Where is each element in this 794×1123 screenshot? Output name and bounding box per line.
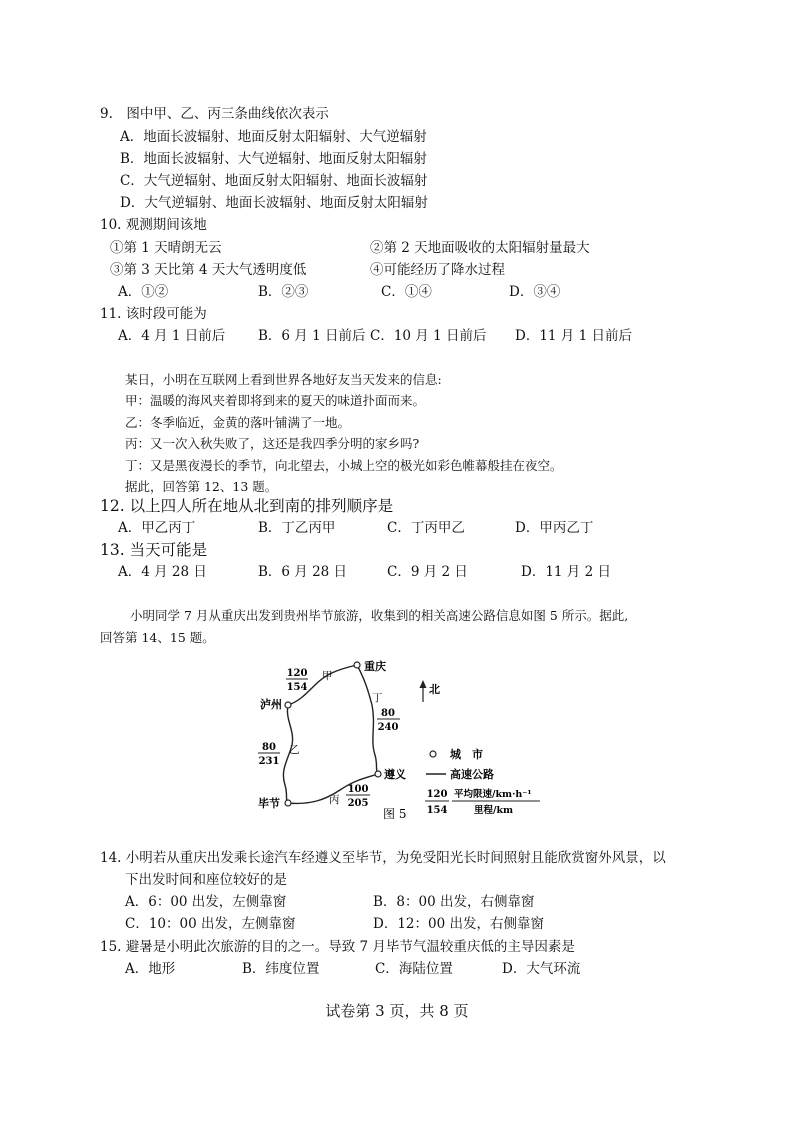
q14-option-c: C．10：00 出发，左侧靠窗 [125, 916, 296, 932]
passage2-line: 小明同学 7 月从重庆出发到贵州毕节旅游，收集到的相关高速公路信息如图 5 所示。据此, [130, 608, 629, 623]
road-ding-distance: 240 [377, 722, 399, 733]
legend-city-icon [430, 751, 436, 757]
q13-stem: 13. 当天可能是 [100, 541, 208, 559]
legend-sample-speed: 120 [426, 789, 448, 800]
q11-option-b: B．6 月 1 日前后 [258, 328, 366, 344]
q11-option-a: A．4 月 1 日前后 [118, 328, 226, 344]
q10-option-d: D．③④ [509, 284, 561, 300]
q9-option-c: C．大气逆辐射、地面反射太阳辐射、地面长波辐射 [120, 173, 428, 189]
q14-option-b: B．8：00 出发，右侧靠窗 [373, 894, 535, 910]
highway-map [240, 650, 580, 835]
road-yi-name: 乙 [289, 744, 300, 756]
q14-stem-continued: 下出发时间和座位较好的是 [125, 872, 287, 888]
q10-option-c: C．①④ [381, 284, 432, 300]
road-bing-speed: 100 [347, 784, 369, 795]
city-label-zunyi: 遵义 [384, 768, 406, 781]
q10-item-2: ②第 2 天地面吸收的太阳辐射量最大 [370, 240, 590, 256]
q10-item-4: ④可能经历了降水过程 [370, 262, 505, 278]
road-jia-speed: 120 [286, 668, 308, 679]
passage1-line: 某日，小明在互联网上看到世界各地好友当天发来的信息: [125, 372, 442, 387]
q14-stem: 14. 小明若从重庆出发乘长途汽车经遵义至毕节，为免受阳光长时间照射且能欣赏窗外风景，以 [100, 850, 666, 866]
legend-speed-label: 平均限速/km·h⁻¹ [454, 789, 532, 800]
q9-option-d: D．大气逆辐射、地面长波辐射、地面反射太阳辐射 [120, 195, 428, 211]
q10-stem: 10. 观测期间该地 [100, 217, 207, 233]
q15-option-c: C．海陆位置 [375, 961, 453, 977]
passage1-line: 乙：冬季临近，金黄的落叶铺满了一地。 [125, 415, 351, 430]
city-marker-bijie [285, 800, 291, 806]
q12-option-a: A．甲乙丙丁 [118, 520, 196, 536]
city-label-bijie: 毕节 [258, 797, 280, 810]
q15-stem: 15. 避暑是小明此次旅游的目的之一。导致 7 月毕节气温较重庆低的主导因素是 [100, 939, 575, 955]
q9-stem: 9. 图中甲、乙、丙三条曲线依次表示 [100, 106, 329, 122]
page-footer: 试卷第 3 页，共 8 页 [325, 1002, 469, 1020]
passage2-line: 回答第 14、15 题。 [100, 630, 215, 645]
city-marker-zunyi [375, 771, 381, 777]
passage1-line: 据此，回答第 12、13 题。 [125, 479, 278, 494]
legend-sample-distance: 154 [426, 805, 448, 816]
q11-stem: 11. 该时段可能为 [100, 306, 207, 322]
road-jia-distance: 154 [286, 682, 308, 693]
q12-stem: 12. 以上四人所在地从北到南的排列顺序是 [100, 497, 394, 515]
q13-option-c: C．9 月 2 日 [387, 564, 468, 580]
legend-distance-label: 里程/km [474, 805, 514, 816]
road-bing-distance: 205 [347, 798, 369, 809]
q10-option-a: A．①② [118, 284, 169, 300]
q14-option-a: A．6：00 出发，左侧靠窗 [125, 894, 287, 910]
city-label-luzhou: 泸州 [260, 698, 282, 711]
road-ding [357, 665, 378, 774]
road-yi-speed: 80 [262, 742, 276, 753]
north-arrow-icon [420, 680, 427, 702]
q14-option-d: D．12：00 出发，右侧靠窗 [373, 916, 544, 932]
q13-option-a: A．4 月 28 日 [118, 564, 207, 580]
passage1-line: 丁：又是黑夜漫长的季节，向北望去，小城上空的极光如彩色帷幕般挂在夜空。 [125, 458, 563, 473]
q12-option-c: C．丁丙甲乙 [387, 520, 465, 536]
q13-option-b: B．6 月 28 日 [258, 564, 348, 580]
city-label-chongqing: 重庆 [364, 660, 386, 673]
q15-option-a: A．地形 [125, 961, 176, 977]
legend-city-label: 城 市 [450, 748, 483, 761]
q12-option-b: B．丁乙丙甲 [258, 520, 336, 536]
q13-option-d: D．11 月 2 日 [521, 564, 611, 580]
road-ding-speed: 80 [381, 708, 395, 719]
road-yi-distance: 231 [258, 756, 280, 767]
q10-item-1: ①第 1 天晴朗无云 [110, 240, 222, 256]
passage1-line: 甲：温暖的海风夹着即将到来的夏天的味道扑面而来。 [125, 393, 426, 408]
city-marker-chongqing [354, 662, 360, 668]
north-label: 北 [429, 683, 440, 696]
figure-caption: 图 5 [383, 807, 407, 821]
q15-option-d: D．大气环流 [502, 961, 581, 977]
road-ding-name: 丁 [372, 692, 383, 704]
city-marker-luzhou [285, 702, 291, 708]
road-jia-name: 甲 [322, 670, 333, 682]
q11-option-c: C．10 月 1 日前后 [370, 328, 487, 344]
q15-option-b: B．纬度位置 [242, 961, 320, 977]
q10-option-b: B．②③ [258, 284, 309, 300]
passage1-line: 丙：又一次入秋失败了，这还是我四季分明的家乡吗? [125, 436, 420, 451]
road-bing-name: 丙 [329, 794, 340, 806]
q10-item-3: ③第 3 天比第 4 天大气透明度低 [110, 262, 307, 278]
legend-highway-label: 高速公路 [450, 768, 494, 781]
q9-option-b: B．地面长波辐射、大气逆辐射、地面反射太阳辐射 [120, 151, 427, 167]
q12-option-d: D．甲丙乙丁 [515, 520, 594, 536]
q9-option-a: A．地面长波辐射、地面反射太阳辐射、大气逆辐射 [120, 129, 427, 145]
q11-option-d: D．11 月 1 日前后 [515, 328, 632, 344]
